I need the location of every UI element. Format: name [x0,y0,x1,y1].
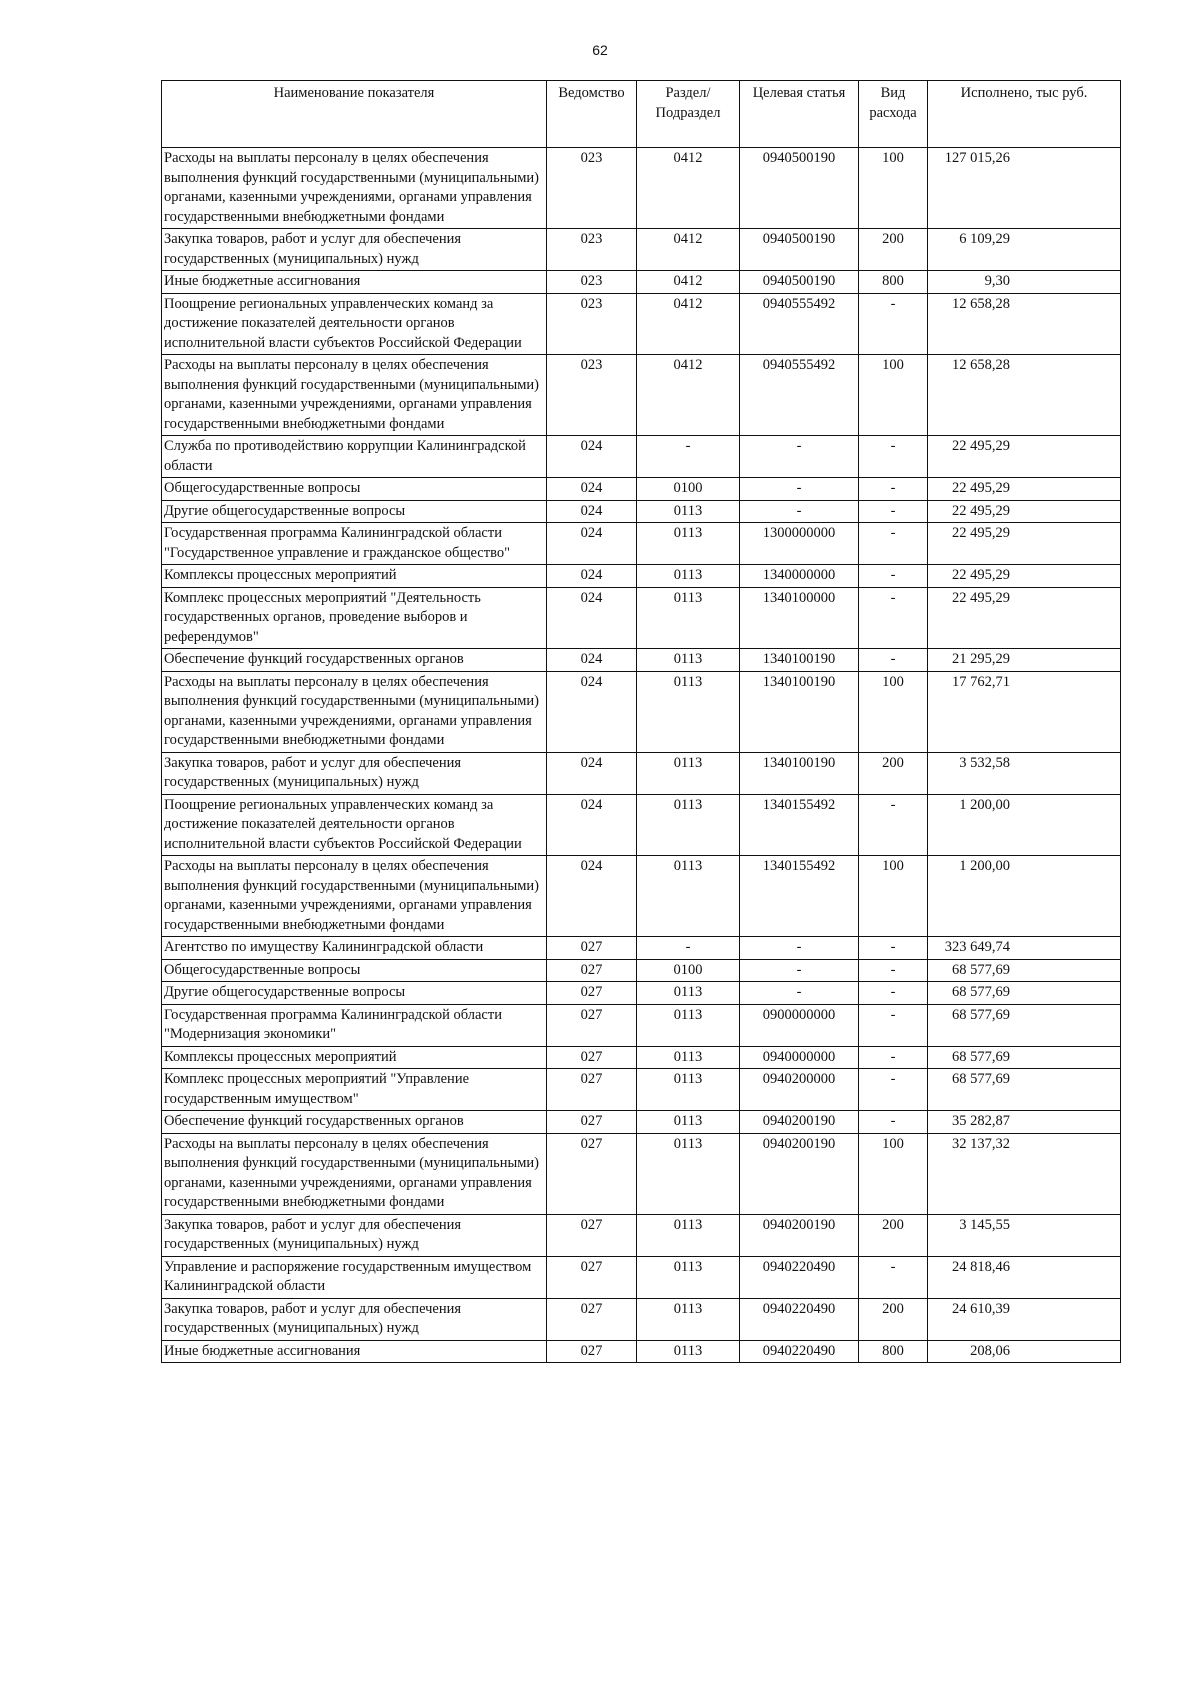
cell-name: Другие общегосударственные вопросы [162,500,547,523]
cell-type: - [859,436,928,478]
cell-section: 0113 [637,752,740,794]
cell-section: 0113 [637,794,740,856]
cell-dept: 027 [547,1298,637,1340]
cell-name: Комплекс процессных мероприятий "Деятельность государственных органов, проведение выборов и референдумов" [162,587,547,649]
cell-section: 0113 [637,1069,740,1111]
cell-dept: 024 [547,478,637,501]
table-row [162,500,1121,523]
cell-amount: 68 577,69 [928,1069,1121,1111]
header-row [162,81,1121,148]
cell-type: - [859,982,928,1005]
cell-amount: 3 532,58 [928,752,1121,794]
table-row [162,271,1121,294]
cell-section: 0412 [637,355,740,436]
cell-target: - [740,478,859,501]
cell-dept: 027 [547,1214,637,1256]
cell-target: 0940555492 [740,293,859,355]
table-row [162,1214,1121,1256]
cell-section: 0100 [637,478,740,501]
table-row [162,1256,1121,1298]
cell-amount: 35 282,87 [928,1111,1121,1134]
cell-name: Служба по противодействию коррупции Калининградской области [162,436,547,478]
cell-type: - [859,565,928,588]
cell-amount: 68 577,69 [928,1046,1121,1069]
cell-type: - [859,649,928,672]
cell-amount: 68 577,69 [928,1004,1121,1046]
table-row [162,1046,1121,1069]
cell-amount: 22 495,29 [928,523,1121,565]
cell-name: Общегосударственные вопросы [162,478,547,501]
cell-target: 1340100000 [740,587,859,649]
cell-dept: 023 [547,355,637,436]
cell-target: 0940200000 [740,1069,859,1111]
cell-name: Государственная программа Калининградской области "Государственное управление и гражданское общество" [162,523,547,565]
cell-name: Расходы на выплаты персоналу в целях обеспечения выполнения функций государственными (муниципальными) органами, казенными учреждениями, органами управления государственными внебюджетными фондами [162,856,547,937]
cell-type: - [859,1256,928,1298]
cell-type: - [859,523,928,565]
cell-name: Другие общегосударственные вопросы [162,982,547,1005]
cell-type: - [859,1069,928,1111]
table-row [162,982,1121,1005]
cell-name: Агентство по имуществу Калининградской области [162,937,547,960]
cell-section: 0113 [637,649,740,672]
cell-amount: 208,06 [928,1340,1121,1363]
header-dept: Ведомство [547,81,637,148]
cell-target: 0940220490 [740,1256,859,1298]
table-row [162,436,1121,478]
cell-section: 0113 [637,587,740,649]
cell-amount: 9,30 [928,271,1121,294]
cell-section: 0113 [637,856,740,937]
table-row [162,565,1121,588]
cell-section: 0412 [637,229,740,271]
cell-name: Закупка товаров, работ и услуг для обеспечения государственных (муниципальных) нужд [162,1298,547,1340]
table-row [162,229,1121,271]
cell-section: 0113 [637,1256,740,1298]
cell-target: 0940200190 [740,1111,859,1134]
cell-amount: 17 762,71 [928,671,1121,752]
cell-amount: 12 658,28 [928,355,1121,436]
cell-section: 0113 [637,523,740,565]
cell-type: 100 [859,671,928,752]
cell-target: 0940555492 [740,355,859,436]
cell-amount: 22 495,29 [928,478,1121,501]
cell-dept: 027 [547,1004,637,1046]
cell-amount: 21 295,29 [928,649,1121,672]
cell-type: - [859,1046,928,1069]
cell-target: 1340100190 [740,752,859,794]
cell-type: 100 [859,1133,928,1214]
cell-section: - [637,436,740,478]
cell-type: 100 [859,856,928,937]
cell-amount: 22 495,29 [928,565,1121,588]
cell-type: - [859,500,928,523]
cell-amount: 6 109,29 [928,229,1121,271]
cell-name: Расходы на выплаты персоналу в целях обеспечения выполнения функций государственными (муниципальными) органами, казенными учреждениями, органами управления государственными внебюджетными фондами [162,355,547,436]
cell-dept: 024 [547,794,637,856]
cell-name: Управление и распоряжение государственным имуществом Калининградской области [162,1256,547,1298]
cell-type: 200 [859,752,928,794]
cell-type: - [859,1111,928,1134]
cell-name: Комплекс процессных мероприятий "Управление государственным имуществом" [162,1069,547,1111]
cell-name: Иные бюджетные ассигнования [162,1340,547,1363]
cell-amount: 24 610,39 [928,1298,1121,1340]
cell-amount: 22 495,29 [928,436,1121,478]
cell-type: - [859,794,928,856]
cell-name: Закупка товаров, работ и услуг для обеспечения государственных (муниципальных) нужд [162,1214,547,1256]
cell-target: 0940200190 [740,1133,859,1214]
cell-section: 0412 [637,271,740,294]
cell-amount: 24 818,46 [928,1256,1121,1298]
cell-target: - [740,937,859,960]
cell-amount: 3 145,55 [928,1214,1121,1256]
cell-section: 0100 [637,959,740,982]
table-row [162,293,1121,355]
table-row [162,523,1121,565]
table-row [162,1004,1121,1046]
table-row [162,1340,1121,1363]
cell-target: - [740,500,859,523]
cell-dept: 027 [547,1069,637,1111]
cell-target: - [740,982,859,1005]
cell-section: 0113 [637,1298,740,1340]
cell-amount: 1 200,00 [928,856,1121,937]
cell-amount: 1 200,00 [928,794,1121,856]
table-row [162,1069,1121,1111]
cell-name: Обеспечение функций государственных органов [162,649,547,672]
cell-name: Закупка товаров, работ и услуг для обеспечения государственных (муниципальных) нужд [162,752,547,794]
cell-name: Обеспечение функций государственных органов [162,1111,547,1134]
cell-section: 0113 [637,1340,740,1363]
cell-dept: 024 [547,856,637,937]
cell-amount: 22 495,29 [928,587,1121,649]
cell-target: 0940500190 [740,229,859,271]
cell-section: 0113 [637,500,740,523]
cell-type: - [859,959,928,982]
header-section: Раздел/ Подраздел [637,81,740,148]
table-row [162,478,1121,501]
cell-target: 1340000000 [740,565,859,588]
table-row [162,1298,1121,1340]
table-row [162,649,1121,672]
cell-target: 0940500190 [740,148,859,229]
cell-section: 0412 [637,293,740,355]
table-row [162,355,1121,436]
cell-dept: 024 [547,500,637,523]
header-target: Целевая статья [740,81,859,148]
cell-section: 0113 [637,671,740,752]
cell-target: 1340100190 [740,671,859,752]
cell-section: 0113 [637,1133,740,1214]
cell-target: 0900000000 [740,1004,859,1046]
table-row [162,752,1121,794]
cell-type: 200 [859,1298,928,1340]
cell-dept: 024 [547,523,637,565]
cell-section: 0113 [637,982,740,1005]
cell-target: - [740,436,859,478]
table-row [162,587,1121,649]
cell-dept: 024 [547,752,637,794]
cell-target: 0940500190 [740,271,859,294]
table-row [162,1133,1121,1214]
cell-target: 1340155492 [740,856,859,937]
cell-name: Закупка товаров, работ и услуг для обеспечения государственных (муниципальных) нужд [162,229,547,271]
cell-amount: 32 137,32 [928,1133,1121,1214]
cell-name: Поощрение региональных управленческих команд за достижение показателей деятельности органов исполнительной власти субъектов Российской Федерации [162,293,547,355]
cell-dept: 024 [547,649,637,672]
cell-name: Расходы на выплаты персоналу в целях обеспечения выполнения функций государственными (муниципальными) органами, казенными учреждениями, органами управления государственными внебюджетными фондами [162,148,547,229]
cell-name: Иные бюджетные ассигнования [162,271,547,294]
cell-amount: 12 658,28 [928,293,1121,355]
header-amount: Исполнено, тыс руб. [928,81,1121,148]
cell-target: 0940000000 [740,1046,859,1069]
table-row [162,148,1121,229]
header-type: Вид расхода [859,81,928,148]
table-row [162,794,1121,856]
cell-type: - [859,937,928,960]
cell-section: 0113 [637,1111,740,1134]
cell-dept: 027 [547,937,637,960]
cell-section: 0113 [637,1004,740,1046]
table-row [162,1111,1121,1134]
cell-type: 100 [859,355,928,436]
cell-target: 0940220490 [740,1298,859,1340]
cell-section: - [637,937,740,960]
table-row [162,671,1121,752]
cell-type: 800 [859,1340,928,1363]
cell-amount: 323 649,74 [928,937,1121,960]
cell-amount: 22 495,29 [928,500,1121,523]
cell-type: - [859,1004,928,1046]
cell-section: 0113 [637,565,740,588]
cell-type: - [859,293,928,355]
cell-dept: 024 [547,436,637,478]
cell-target: 0940200190 [740,1214,859,1256]
table-body [162,148,1121,1363]
cell-name: Комплексы процессных мероприятий [162,565,547,588]
header-name: Наименование показателя [162,81,547,148]
cell-name: Комплексы процессных мероприятий [162,1046,547,1069]
cell-name: Общегосударственные вопросы [162,959,547,982]
cell-dept: 023 [547,148,637,229]
cell-dept: 023 [547,229,637,271]
cell-dept: 024 [547,671,637,752]
cell-amount: 68 577,69 [928,982,1121,1005]
cell-target: 0940220490 [740,1340,859,1363]
cell-amount: 127 015,26 [928,148,1121,229]
page-number: 62 [592,42,608,58]
cell-dept: 027 [547,1111,637,1134]
cell-type: 200 [859,229,928,271]
cell-dept: 027 [547,1340,637,1363]
cell-type: - [859,587,928,649]
table-row [162,856,1121,937]
cell-type: 200 [859,1214,928,1256]
cell-target: 1300000000 [740,523,859,565]
cell-type: 800 [859,271,928,294]
cell-dept: 024 [547,565,637,588]
cell-name: Расходы на выплаты персоналу в целях обеспечения выполнения функций государственными (муниципальными) органами, казенными учреждениями, органами управления государственными внебюджетными фондами [162,671,547,752]
cell-dept: 027 [547,982,637,1005]
cell-dept: 027 [547,1133,637,1214]
budget-execution-table [161,80,1121,1363]
table-header [162,81,1121,148]
table-row [162,937,1121,960]
cell-section: 0113 [637,1214,740,1256]
cell-type: - [859,478,928,501]
cell-name: Государственная программа Калининградской области "Модернизация экономики" [162,1004,547,1046]
cell-section: 0412 [637,148,740,229]
cell-name: Поощрение региональных управленческих команд за достижение показателей деятельности органов исполнительной власти субъектов Российской Федерации [162,794,547,856]
cell-dept: 023 [547,271,637,294]
cell-dept: 027 [547,959,637,982]
cell-dept: 023 [547,293,637,355]
cell-section: 0113 [637,1046,740,1069]
cell-amount: 68 577,69 [928,959,1121,982]
cell-dept: 024 [547,587,637,649]
cell-name: Расходы на выплаты персоналу в целях обеспечения выполнения функций государственными (муниципальными) органами, казенными учреждениями, органами управления государственными внебюджетными фондами [162,1133,547,1214]
cell-type: 100 [859,148,928,229]
table-row [162,959,1121,982]
cell-target: 1340155492 [740,794,859,856]
cell-dept: 027 [547,1256,637,1298]
cell-target: - [740,959,859,982]
cell-dept: 027 [547,1046,637,1069]
cell-target: 1340100190 [740,649,859,672]
